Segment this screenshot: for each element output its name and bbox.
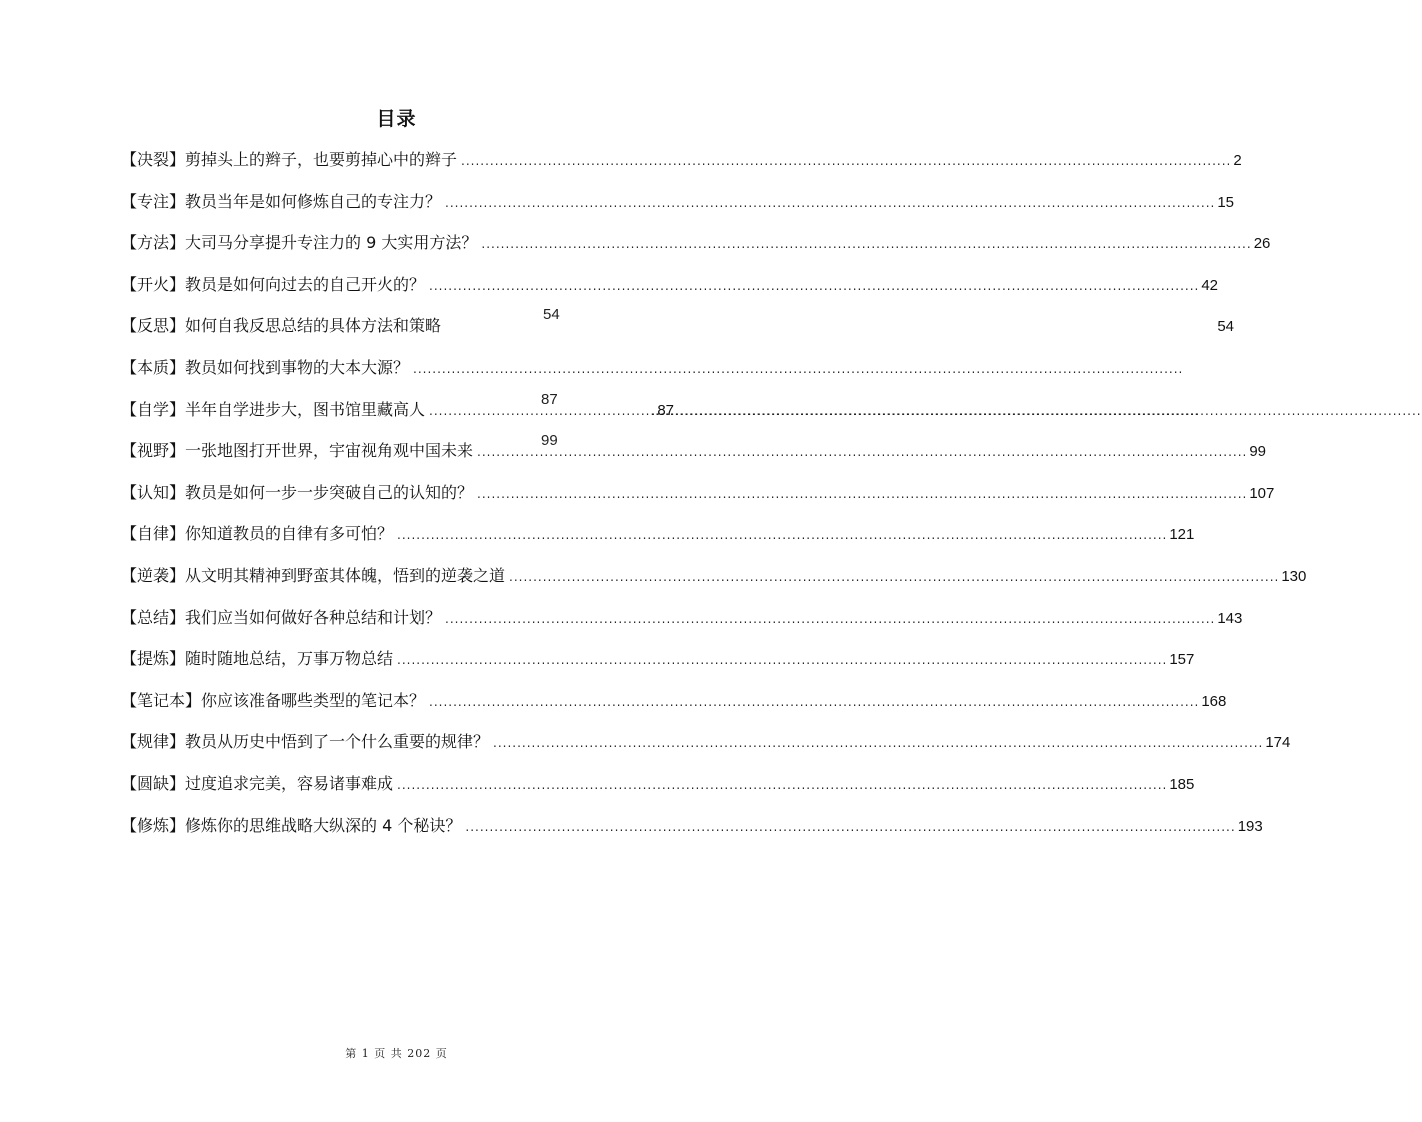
toc-entry-title: 一张地图打开世界，宇宙视角观中国未来 bbox=[185, 441, 474, 461]
toc-entry[interactable] bbox=[121, 521, 1195, 563]
toc-entry-title: 你知道教员的自律有多可怕？ bbox=[185, 524, 394, 544]
toc-dot-leader bbox=[429, 689, 1199, 715]
toc-entry-tag: 【圆缺】 bbox=[121, 773, 186, 793]
stray-page-number: 99 bbox=[541, 432, 558, 449]
page-footer: 第 1 页 共 202 页 bbox=[345, 1047, 448, 1060]
toc-entry[interactable] bbox=[121, 272, 1219, 314]
toc-page-number: 54 bbox=[1217, 318, 1235, 336]
toc-entry-title: 从文明其精神到野蛮其体魄，悟到的逆袭之道 bbox=[185, 565, 506, 585]
toc-entry-title: 剪掉头上的辫子，也要剪掉心中的辫子 bbox=[185, 150, 458, 169]
toc-entry[interactable] bbox=[121, 438, 1267, 480]
toc-page-number: 99 bbox=[1249, 443, 1267, 461]
toc-dot-leader bbox=[477, 439, 1247, 465]
toc-page-number: 168 bbox=[1201, 692, 1227, 710]
toc-dot-leader bbox=[493, 730, 1263, 756]
toc-dot-leader bbox=[509, 564, 1279, 590]
toc-entry-tag: 【方法】 bbox=[121, 233, 186, 253]
toc-entry[interactable] bbox=[121, 771, 1195, 813]
toc-page-number: 2 bbox=[1233, 152, 1242, 169]
toc-page-number: 130 bbox=[1281, 567, 1307, 585]
toc-entry-tag: 【逆袭】 bbox=[121, 565, 186, 585]
toc-entry-tag: 【开火】 bbox=[121, 274, 186, 294]
toc-entry-tag: 【总结】 bbox=[121, 607, 186, 627]
toc-entry-tag: 【自律】 bbox=[121, 524, 186, 544]
toc-page-number: 107 bbox=[1249, 484, 1275, 502]
toc-entry-title: 半年自学进步大，图书馆里藏高人 bbox=[185, 399, 426, 419]
toc-entry-tag: 【修炼】 bbox=[121, 815, 186, 835]
toc-entry[interactable] bbox=[121, 355, 674, 397]
toc-entry-title: 你应该准备哪些类型的笔记本？ bbox=[201, 690, 426, 710]
toc-dot-leader bbox=[413, 356, 427, 382]
toc-page-number: 121 bbox=[1169, 526, 1195, 544]
toc-entry-tag: 【反思】 bbox=[121, 316, 186, 336]
toc-dot-leader bbox=[465, 814, 1235, 840]
toc-entry-title: 教员是如何一步一步突破自己的认知的？ bbox=[185, 482, 474, 502]
toc-entry-title: 修炼你的思维战略大纵深的 4 个秘诀？ bbox=[185, 815, 462, 835]
toc-dot-leader bbox=[429, 398, 451, 424]
toc-entry-title: 大司马分享提升专注力的 9 大实用方法？ bbox=[185, 233, 478, 253]
toc-entry-tag: 【自学】 bbox=[121, 399, 186, 419]
stray-page-number: 87 bbox=[541, 391, 558, 408]
page-title: 目录 bbox=[376, 108, 417, 130]
toc-dot-leader bbox=[445, 606, 1215, 632]
toc-entry[interactable] bbox=[121, 605, 1243, 647]
toc-entry-tag: 【本质】 bbox=[121, 357, 186, 377]
table-of-contents bbox=[121, 147, 1307, 854]
toc-page-number: 157 bbox=[1169, 651, 1195, 669]
toc-entry-title: 教员从历史中悟到了一个什么重要的规律？ bbox=[185, 732, 490, 752]
toc-entry[interactable] bbox=[121, 147, 1242, 189]
toc-entry[interactable] bbox=[121, 480, 1275, 522]
toc-entry-title: 过度追求完美，容易诸事难成 bbox=[185, 773, 394, 793]
toc-entry[interactable] bbox=[121, 688, 1227, 730]
toc-page-number: 193 bbox=[1237, 817, 1263, 835]
toc-dot-leader bbox=[397, 522, 1167, 548]
toc-entry-tag: 【决裂】 bbox=[121, 150, 186, 169]
toc-entry-tag: 【提炼】 bbox=[121, 649, 186, 669]
stray-page-number: 54 bbox=[543, 306, 560, 323]
toc-dot-leader bbox=[481, 231, 1251, 257]
toc-entry[interactable] bbox=[121, 563, 1307, 605]
toc-entry-title: 随时随地总结，万事万物总结 bbox=[185, 649, 394, 669]
toc-entry-tag: 【视野】 bbox=[121, 441, 186, 461]
toc-page-number: 26 bbox=[1253, 235, 1271, 253]
toc-page-number: 15 bbox=[1217, 193, 1235, 211]
toc-entry-title: 我们应当如何做好各种总结和计划？ bbox=[185, 607, 442, 627]
toc-page-number: 174 bbox=[1265, 734, 1291, 752]
toc-entry-tag: 【认知】 bbox=[121, 482, 186, 502]
toc-page-number: 143 bbox=[1217, 609, 1243, 627]
toc-dot-leader bbox=[429, 273, 1199, 299]
toc-page-number: 185 bbox=[1169, 775, 1195, 793]
toc-entry-title: 如何自我反思总结的具体方法和策略 bbox=[185, 316, 442, 336]
toc-page-number: 87 bbox=[657, 401, 674, 419]
toc-dot-leader bbox=[651, 398, 655, 424]
toc-dot-leader bbox=[397, 647, 1167, 673]
toc-dot-leader bbox=[461, 148, 1231, 174]
toc-entry[interactable] bbox=[121, 813, 1263, 855]
toc-entry-title: 教员是如何向过去的自己开火的？ bbox=[185, 274, 426, 294]
toc-page-number: 42 bbox=[1201, 276, 1219, 294]
toc-entry-tag: 【专注】 bbox=[121, 191, 186, 211]
toc-dot-leader bbox=[397, 772, 1167, 798]
toc-entry[interactable] bbox=[121, 646, 1195, 688]
toc-entry[interactable] bbox=[121, 230, 1271, 272]
toc-entry[interactable] bbox=[121, 189, 1235, 231]
toc-entry[interactable] bbox=[121, 397, 674, 439]
toc-dot-leader bbox=[445, 190, 1215, 216]
toc-entry-title: 教员当年是如何修炼自己的专注力？ bbox=[185, 191, 442, 211]
toc-entry-tag: 【笔记本】 bbox=[121, 690, 202, 710]
toc-entry-tag: 【规律】 bbox=[121, 732, 186, 752]
toc-entry-title: 教员如何找到事物的大本大源？ bbox=[185, 357, 410, 377]
toc-dot-leader bbox=[477, 481, 1247, 507]
toc-entry[interactable] bbox=[121, 313, 1235, 355]
toc-entry[interactable] bbox=[121, 729, 1291, 771]
